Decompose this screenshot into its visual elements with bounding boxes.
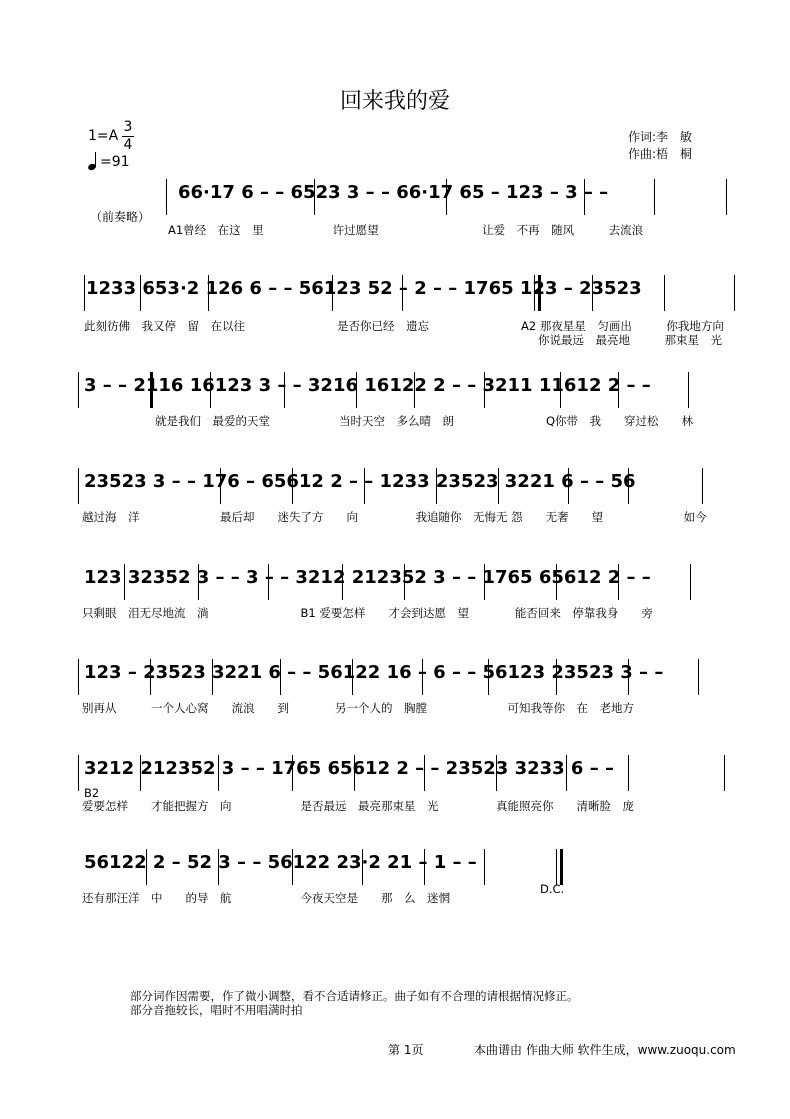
key-signature: 1=A [88,128,119,144]
page-number: 第 1页 [388,1043,424,1057]
da-capo-mark: D.C. [540,882,565,896]
notes-row-4: 23523 3 – – 176 – 65612 2 – – 1233 23523 3221 6 – – 56 [84,471,636,492]
tempo-marking [88,152,130,170]
tempo-value: =91 [100,154,130,170]
lyrics-row-6: 别再从 一个人心窝 流浪 到 另一个人的 胸膛 可知我等你 在 老地方 [82,701,634,715]
editor-note-2: 部分音拖较长，唱时不用唱满时拍 [130,1003,303,1017]
lyrics-row-2-verse-2: 你说最远 最亮地 那束星 光 [538,333,722,347]
intro-note: （前奏略） [90,210,151,224]
notes-row-2: 1233 653·2 126 6 – – 56123 52 – 2 – – 1765 123 – 23523 [86,278,642,299]
score-row-3 [0,375,790,445]
lyrics-row-8: 还有那汪洋 中 的导 航 今夜天空是 那 么 迷惘 [82,891,450,905]
lyrics-row-7: 爱要怎样 才能把握方 向 是否最远 最亮那束星 光 真能照亮你 清晰脸 庞 [82,799,634,813]
lyrics-row-5: 只剩眼 泪无尽地流 淌 B1 爱要怎样 才会到达愿 望 能否回来 停靠我身 旁 [82,606,653,620]
editor-note-1: 部分词作因需要，作了微小调整，看不合适请修正。曲子如有不合理的请根据情况修正。 [130,989,579,1003]
score-row-2 [0,278,790,348]
score-row-4 [0,471,790,541]
composer-credit: 作曲:梧 桐 [628,147,693,161]
quarter-note-icon [88,152,97,170]
notes-row-7: 3212 212352 3 – – 1765 65612 2 – – 23523 3233 6 – – [84,758,614,779]
notes-row-6: 123 – 23523 3221 6 – – 56122 16 – 6 – – 56123 23523 3 – – [84,662,664,683]
score-row-6 [0,662,790,732]
notes-row-5: 123 32352 3 – – 3 – – 3212 212352 3 – – 1765 65612 2 – – [84,567,651,588]
meter-bottom: 4 [123,137,133,153]
lyricist-credit: 作词:李 敏 [628,130,693,144]
lyrics-row-2-verse-1: 此刻彷佛 我又停 留 在以往 是否你已经 遗忘 A2 那夜星星 匀画出 你我地方向 [84,319,724,333]
software-credit: 本曲谱由 作曲大师 软件生成，www.zuoqu.com [474,1043,736,1057]
lyrics-row-1: A1曾经 在这 里 许过愿望 让爱 不再 随风 去流浪 [168,223,644,237]
lyrics-row-4: 越过海 洋 最后却 迷失了方 向 我追随你 无悔无 怨 无奢 望 如今 [82,510,707,524]
score-row-7 [0,758,790,828]
notes-row-3: 3 – – 2116 16123 3 – – 3216 16122 2 – – 3211 11612 2 – – [84,375,651,396]
notes-row-1: 66·17 6 – – 6523 3 – – 66·17 65 – 123 – 3 – – [178,182,609,203]
score-row-1 [0,182,790,252]
lyrics-row-3: 就是我们 最爱的天堂 当时天空 多么晴 朗 Q你带 我 穿过松 林 [155,414,694,428]
lyrics-row-7-label: B2 [84,786,100,800]
notes-row-8: 56122 2 – 52 3 – – 56122 23·2 21 – 1 – – [84,852,477,873]
song-title: 回来我的爱 [339,89,450,114]
time-signature [122,119,134,154]
editor-notes [130,989,579,1017]
score-row-5 [0,567,790,637]
meter-top: 3 [123,119,133,135]
score-row-8 [0,852,790,922]
